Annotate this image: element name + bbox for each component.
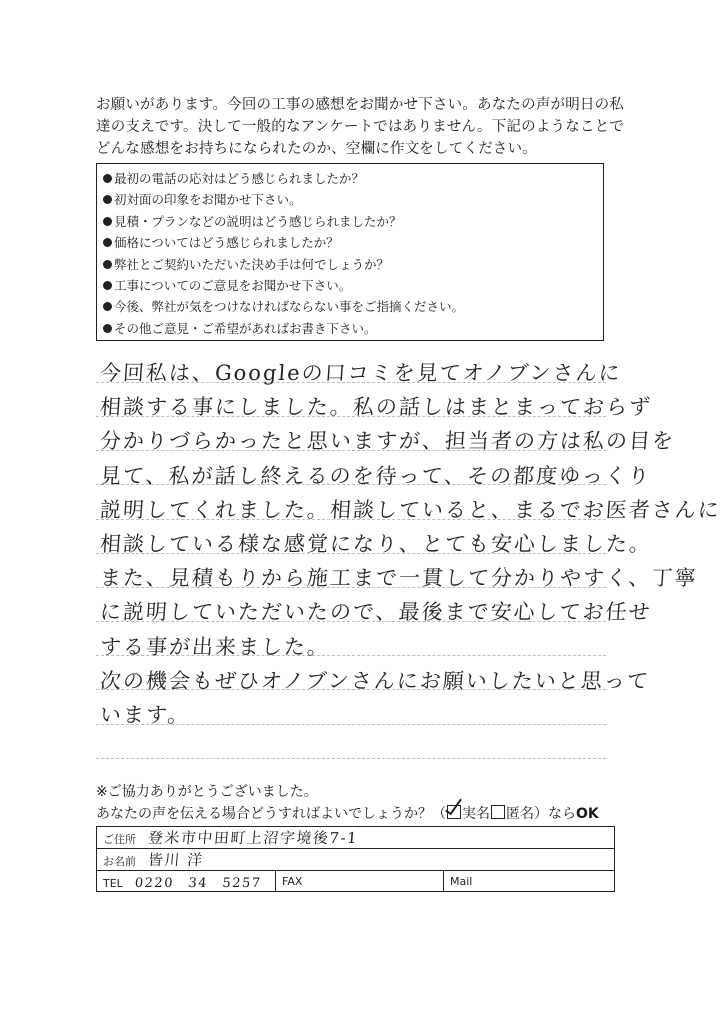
contact-form [96,826,615,892]
tel-label: TEL [103,876,123,890]
mail-label: Mail [450,874,473,888]
anonymous-checkbox[interactable] [491,805,505,819]
question-item: 弊社とご契約いただいた決め手は何でしょうか？ [103,254,603,275]
question-item: 今後、弊社が気をつけなければならない事をご指摘ください。 [103,296,603,317]
ok-label: OK [576,806,599,822]
contact-row [97,871,615,892]
handwritten-line: 相談している様な感覚になり、とても安心しました。 [99,531,653,556]
name-row [97,849,615,871]
address-label: ご住所 [103,833,136,846]
handwritten-line: います。 [99,702,192,727]
handwritten-line: 今回私は、Googleの口コミを見てオノブンさんに [99,361,623,385]
name-value: 皆川 洋 [147,851,205,869]
question-item: その他ご意見・ご希望があればお書き下さい。 [103,318,603,339]
handwritten-line: 説明してくれました。相談していると、まるでお医者さんに [99,497,722,522]
bullet-icon [103,324,112,333]
question-item: 初対面の印象をお聞かせ下さい。 [103,189,603,210]
fax-cell[interactable] [276,871,444,892]
intro-text [96,94,636,160]
question-item: 価格についてはどう感じられましたか？ [103,232,603,253]
address-cell[interactable] [97,827,615,849]
mail-cell[interactable] [444,871,615,892]
real-name-checkbox[interactable] [447,805,461,819]
intro-line: 達の支えです。決して一般的なアンケートではありません。下記のようなことで [96,119,625,135]
fax-label: FAX [282,874,303,888]
tel-value: 0220 34 5257 [133,875,263,891]
question-item: 最初の電話の応対はどう感じられましたか？ [103,168,603,189]
ask-suffix: ）なら [534,806,576,822]
bullet-icon [103,260,112,269]
ruled-line [96,758,606,759]
handwritten-line: する事が出来ました。 [99,634,331,659]
bullet-icon [103,238,112,247]
intro-line: どんな感想をお持ちになられたのか、空欄に作文をしてください。 [96,141,537,157]
intro-line: お願いがあります。今回の工事の感想をお聞かせ下さい。あなたの声が明日の私 [96,97,625,113]
name-cell[interactable] [97,849,615,871]
question-item: 工事についてのご意見をお聞かせ下さい。 [103,275,603,296]
anonymous-label: 匿名 [506,806,534,822]
handwritten-response [99,356,722,732]
tel-cell[interactable] [97,871,276,892]
handwritten-line: また、見積もりから施工まで一貫して分かりやすく、丁寧 [99,566,699,591]
handwritten-line: 相談する事にしました。私の話しはまとまっておらず [99,395,653,420]
name-label: お名前 [103,855,136,868]
handwritten-line: 見て、私が話し終えるのを待って、その都度ゆっくり [99,463,652,488]
address-row [97,827,615,849]
bullet-icon [103,302,112,311]
thanks-note: ※ご協力ありがとうございました。 [96,784,318,800]
bullet-icon [103,281,112,290]
address-value: 登米市中田町上沼字境後7-1 [147,829,359,847]
real-name-label: 実名 [462,806,490,822]
bullet-icon [103,174,112,183]
handwritten-line: 分かりづらかったと思いますが、担当者の方は私の目を [99,429,676,454]
question-item: 見積・プランなどの説明はどう感じられましたか？ [103,211,603,232]
ask-text: あなたの声を伝える場合どうすればよいでしょうか？（ [96,806,446,822]
handwritten-line: 次の機会もぜひオノブンさんにお願いしたいと思って [99,668,651,693]
bullet-icon [103,195,112,204]
handwritten-line: に説明していただいたので、最後まで安心してお任せ [99,600,653,625]
publish-preference [96,803,599,823]
bullet-icon [103,217,112,226]
question-box [96,163,604,341]
